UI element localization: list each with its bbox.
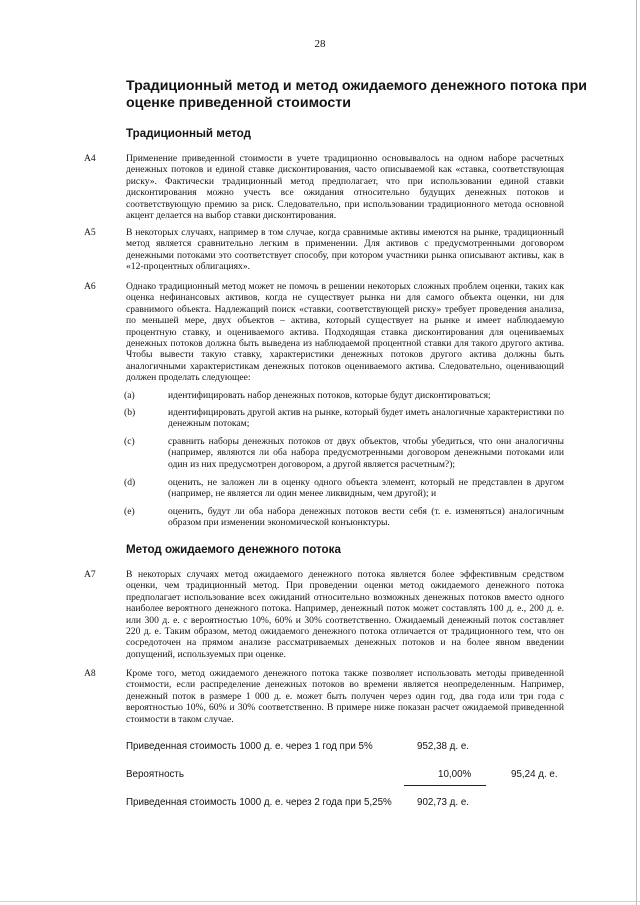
calc-row2-result: 95,24 д. е. (511, 769, 558, 780)
page-title: Традиционный метод и метод ожидаемого денежного потока при оценке приведенной стоимости (126, 78, 588, 111)
page-number: 28 (314, 38, 326, 50)
paragraph-text: В некоторых случаях, например в том случае, когда сравнимые активы имеются на рынке, традиционный метод является сравнительно легким в применении. Для активов с предусмотренными договором денежными потоками это соответствует способу, при котором участники рынка описывают активы, как в «12-процентных облигациях». (126, 227, 564, 273)
list-item-text: сравнить наборы денежных потоков от двух объектов, чтобы убедиться, что они аналогичны (например, являются ли оба набора предусмотренными договором денежными потоками или один из них предусмотрен договором, а другой является расчетным?); (168, 436, 564, 470)
list-item-label: (c) (124, 436, 135, 447)
paragraph-number: A7 (84, 569, 96, 580)
scan-edge-right (636, 0, 637, 905)
calc-row1-value: 952,38 д. е. (417, 741, 470, 752)
calc-row2-value: 10,00% (438, 769, 472, 780)
paragraph-text: В некоторых случаях метод ожидаемого денежного потока является более эффективным средством оценки, чем традиционный метод. При проведении оценки метод ожидаемого денежного потока предполагает использование всех ожиданий относительно возможных денежных потоков вместо одного наиболее вероятного денежного потока. Например, денежный поток может составлять 100 д. е., 200 д. е. или 300 д. е. с вероятностью 10%, 60% и 30% соответственно. Ожидаемый денежный поток составляет 220 д. е. Таким образом, метод ожидаемого денежного потока отличается от традиционного тем, что он сосредоточен на прямом анализе рассматриваемых денежных потоков и на более явном введении допущений, используемых при оценке. (126, 569, 564, 660)
calc-divider (404, 785, 486, 786)
calc-row3-value: 902,73 д. е. (417, 797, 470, 808)
section-heading-expected-cash-flow: Метод ожидаемого денежного потока (126, 543, 341, 556)
paragraph-number: A6 (84, 281, 96, 292)
calc-row2-label: Вероятность (126, 769, 185, 780)
section-heading-traditional: Традиционный метод (126, 127, 251, 140)
list-item-label: (a) (124, 390, 135, 401)
list-item-text: идентифицировать набор денежных потоков, которые будут дисконтироваться; (168, 390, 491, 401)
list-item-label: (e) (124, 506, 135, 517)
calc-row3-label: Приведенная стоимость 1000 д. е. через 2 года при 5,25% (126, 797, 392, 808)
list-item-text: идентифицировать другой актив на рынке, который будет иметь аналогичные характеристики по денежным потокам; (168, 407, 564, 430)
paragraph-number: A5 (84, 227, 96, 238)
paragraph-text: Применение приведенной стоимости в учете традиционно основывалось на одном наборе расчетных денежных потоков и единой ставке дисконтирования, часто описываемой как «ставка, соответствующая риску». Фактически традиционный метод предполагает, что при использовании единой ставки дисконтирования можно учесть все ожидания относительно будущих денежных потоков и соответствующую премию за риск. Следовательно, при использовании традиционного метода основной акцент делается на выбор ставки дисконтирования. (126, 153, 564, 222)
list-item-text: оценить, не заложен ли в оценку одного объекта элемент, который не представлен в другом (например, не является ли один менее ликвидным, чем другой); и (168, 477, 564, 500)
list-item-text: оценить, будут ли оба набора денежных потоков вести себя (т. е. изменяться) аналогичным образом при изменении экономической конъюнктуры. (168, 506, 564, 529)
list-item-label: (b) (124, 407, 136, 418)
paragraph-number: A8 (84, 668, 96, 679)
calc-row1-label: Приведенная стоимость 1000 д. е. через 1 год при 5% (126, 741, 373, 752)
scan-edge-bottom (0, 901, 640, 902)
list-item-label: (d) (124, 477, 136, 488)
paragraph-text: Кроме того, метод ожидаемого денежного потока также позволяет использовать методы приведенной стоимости, если распределение денежных потоков во времени является неопределенным. Например, денежный поток в размере 1 000 д. е. может быть получен через один год, два года или три года с вероятностью 10%, 60% и 30% соответственно. В примере ниже показан расчет ожидаемой приведенной стоимости в таком случае. (126, 668, 564, 725)
paragraph-number: A4 (84, 153, 96, 164)
paragraph-text: Однако традиционный метод может не помочь в решении некоторых сложных проблем оценки, таких как оценка нефинансовых активов, когда не существует рынка ни для самого объекта оценки, ни для сравнимого объекта. Надлежащий поиск «ставки, соответствующей риску» требует проведения анализа, по меньшей мере, двух объектов – актива, который существует на рынке и имеет наблюдаемую процентную ставку, и оцениваемого актива. Подходящая ставка дисконтирования для оцениваемых денежных потоков должна быть выведена из наблюдаемой процентной ставки для такого другого актива. Чтобы вывести такую ставку, характеристики денежных потоков другого актива должны быть аналогичными характеристикам денежных потоков оцениваемого актива. Следовательно, оценивающий должен проделать следующее: (126, 281, 564, 384)
